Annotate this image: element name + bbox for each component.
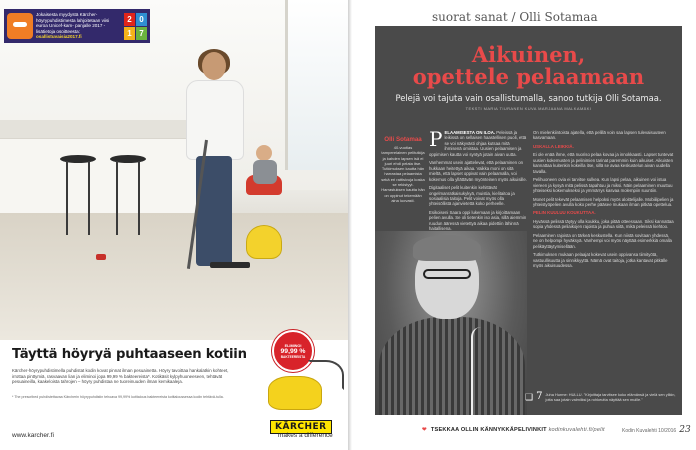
kitchen-floor [0, 213, 348, 340]
article-column-2 [533, 130, 675, 272]
caption-text: Juha Hurme: HULLU. "Kirjoittaja tarvitsee koko elämänsä ja vielä sen ylikin, jotta saa jotain valmiiksi ja rohkeutta näyttää sen muille." [545, 392, 676, 402]
year-digit: 0 [136, 13, 147, 26]
ad-body: Kärcher-höyrypuhdistimella puhdistat kodin kovat pinnat ilman pesuainetta. Höyry tavoittaa hankalatkin kohteet, irrottaa pinttymiä, rasvaavan lian ja eliminoi jopa 99,99 % bakteereista*. Kotikäsit kylpyhuoneeseen, tehtävät pesuaineilla, kaakeloista tahrojen – höyry puhdistaa ne tuoreinuuden ilman kemikaaleja. [12, 368, 229, 385]
year-tiles [124, 13, 147, 40]
striped-shirt [379, 317, 525, 415]
kitchen-counter [0, 120, 200, 138]
seal-line-3: BAKTEEREISTA [280, 354, 306, 359]
paragraph: Pelaaminen rajoista on tärkeä keskustella. Kun niistä sovitaan yhdessä, ne on helpompi hyväksyä. Vanhempi voi myös näyttää esimerkkiä omalla pelikäyttäytymisellään. [533, 232, 672, 249]
badge-text-line-1: Jokaisesta myydystä Kärcher-höyrypuhdistimesta lahjoitetaan viisi euroa Unicef-kam- [36, 12, 110, 29]
article-panel [375, 26, 682, 415]
seal-line-1: ELIMINOI [284, 343, 302, 348]
lead-paragraph [429, 127, 527, 157]
kitchen-island [0, 138, 200, 213]
steam-cleaner-unit [246, 225, 282, 259]
paragraph: Pelihuoneen ovia ei tarvitse sulkea. Kun lapsi pelaa, aikuinen voi istua viereen ja kysyä mitä pelissä tapahtuu ja miksi. Näin pelaaminen muuttuu yhteiseksi kokemukseksi ja ymmärrys kasvaa molempiin suuntiin. [533, 177, 673, 194]
badge-text-line-2: panjalle 2017 - lisätietoja osoitteesta: [36, 23, 106, 34]
year-digit: 2 [124, 13, 135, 26]
footer-banner [422, 427, 605, 433]
article-byline: TEKSTI MARIA TIURANEN KUVA MARJAANA MALKAMÄKI [465, 106, 592, 111]
paragraph: Hyvässä pelissä täytyy olla koukku, joka pitää otteessaan. Siksi kannattaa sopia yhdessä peliaikojen rajoista ja puhua siitä, mikä peleissä kiehtoo. [533, 218, 674, 230]
product-image [258, 330, 348, 410]
ad-footnote: * The prescribed puhdistettavaa Kärcherin höyrypuhdistin tehoava 99,99% kotitalous bakteereista kotitaloussessa kodin tehtävä-tulla. [12, 395, 224, 399]
page-folio [622, 425, 691, 435]
magazine-name: Kodin Kuvalehti 10/2016 [622, 428, 677, 434]
subheading: USKALLA LEIKKIÄ. [533, 143, 574, 149]
badge-text [36, 12, 121, 40]
badge-url: osallistuvaisia2017.fi [36, 34, 82, 40]
paragraph: Tutkimuksen mukaan pelaajat kokevat usein oppivansa tiimityötä, vastuullisuutta ja sinnikkyyttä. Nämä ovat taitoja, jotka kantavat pitkälle myös aikuisuudessa. [533, 252, 668, 269]
bio-description: 40-vuotias tamperelainen pelitutkija ja kahden lapsen isä ei juuri ehdi pelata itse. Tutkimuksen kautta hän harrastaa pelaamista sekä eri rattisivuja koska se rekistyyt. Harrastuksen kautta hän on oppinut tekemään aina luovasti. [381, 145, 425, 203]
earphone-cable [471, 327, 483, 415]
ad-headline: Täyttä höyryä puhtaaseen kotiin [12, 347, 247, 362]
footer-banner-text: TSEKKAA OLLIN KÄNNYKKÄPELIVINKIT [430, 427, 547, 433]
bookmark-icon: ❑ [525, 392, 534, 402]
unicef-campaign-badge [4, 9, 150, 43]
ad-photo [0, 0, 348, 340]
child-figure [250, 145, 280, 185]
drop-cap: P [429, 127, 443, 151]
year-digit: 1 [124, 27, 135, 40]
paragraph: Monet pelit tekevät pelaamisen helpoksi myös aloittelijalle. Mobiilipelien ja yhteistyöpelien avulla koko perhe pääsee mukaan ilman pitkää opettelua. [533, 196, 674, 207]
bar-stool [110, 155, 146, 235]
glasses-icon [423, 269, 471, 279]
karcher-logo [270, 416, 333, 439]
headline-line-2: opettele pelaamaan [412, 64, 645, 89]
logo-wordmark: KÄRCHER [275, 422, 327, 432]
heart-icon: ❤ [422, 427, 427, 433]
bar-stool [60, 155, 96, 235]
tip-caption [525, 392, 677, 402]
bio-sidebar [381, 136, 425, 203]
toy-car [96, 254, 106, 260]
footer-banner-link[interactable]: kodinkuvalehti.fi/pelit [548, 427, 605, 433]
article-column-1 [429, 127, 527, 235]
steam-mop-head [210, 262, 250, 268]
paragraph: Ei ole enää ihme, että nuoriso pelaa kovaa ja innokkaasti. Lapset tuntevat uusien kokemusten ja pelinimien tarinat paremmin kuin aikuiset. Aikuisten kannattaa kuitenkin kokeilla itse, sillä se avaa keskustelun aivan uudella tavalla. [533, 152, 674, 174]
lead-caps: ELAAMISESTA ON ILOA. [444, 130, 496, 135]
paragraph: Peleissä ja leikissä on sellaisen haastellisen puoli, että se voi näkyvästi ohjaa kutsaa mitä ihmisenä omistaa. Uusien pelaamisen ja oppimisen kautta voi syntyä jotain aivan uutta. [429, 130, 527, 157]
article-page [352, 0, 696, 450]
page-number: 23 [679, 425, 691, 435]
bio-name: Olli Sotamaa [384, 136, 422, 143]
ad-url-link[interactable]: www.karcher.fi [12, 432, 54, 439]
subheading: PELIN KUULUU KOUKUTTAA. [533, 210, 596, 216]
caption-number: 7 [536, 391, 543, 402]
article-deck: Pelejä voi tajuta vain osallistumalla, sanoo tutkija Olli Sotamaa. [395, 93, 662, 103]
headline-line-1: Aikuinen, [471, 42, 586, 67]
section-header: suorat sanat / Olli Sotamaa [432, 10, 598, 24]
kitchen-window [285, 0, 348, 170]
year-digit: 7 [136, 27, 147, 40]
paragraph: Vanhemmat usein ajattelevat, että pelaaminen on hukkaan heitettyä aikaa. Vaikka moni on sitä mieltä, että lapset oppivat vain pelaamalla, voi kokemus olla yllättävän myönteinen myös aikuisille. [429, 160, 527, 182]
mascot-icon [7, 13, 33, 39]
article-headline [375, 44, 682, 88]
steam-cleaner-product [268, 376, 322, 410]
paragraph: Digitaaliset pelit kuitenkin kehittävät ongelmanratkaisukykyä, muistia, kielitaitoa ja sosiaalisia taitoja. Pelit voivat myös olla yhteisöllistä ajanvietettä koko perheelle. [429, 185, 515, 207]
paragraph: On mielenkiintoista ajatella, että pelillä voin saa lapsen tulevaisuuteen kasvamaan. [533, 130, 666, 141]
author-portrait [375, 231, 527, 415]
paragraph: Esikoiseni Saara oppi lukemaan ja kirjoittamaan pelien avulla. Se oli tietenkin iso asia, sillä aiemmin ruudun ääressä vietettyä aikaa pidettiin lähinnä haitallisena. [429, 209, 527, 232]
seal-percentage: 99,99 % [280, 347, 306, 355]
logo-tagline: makes a difference [278, 432, 333, 439]
